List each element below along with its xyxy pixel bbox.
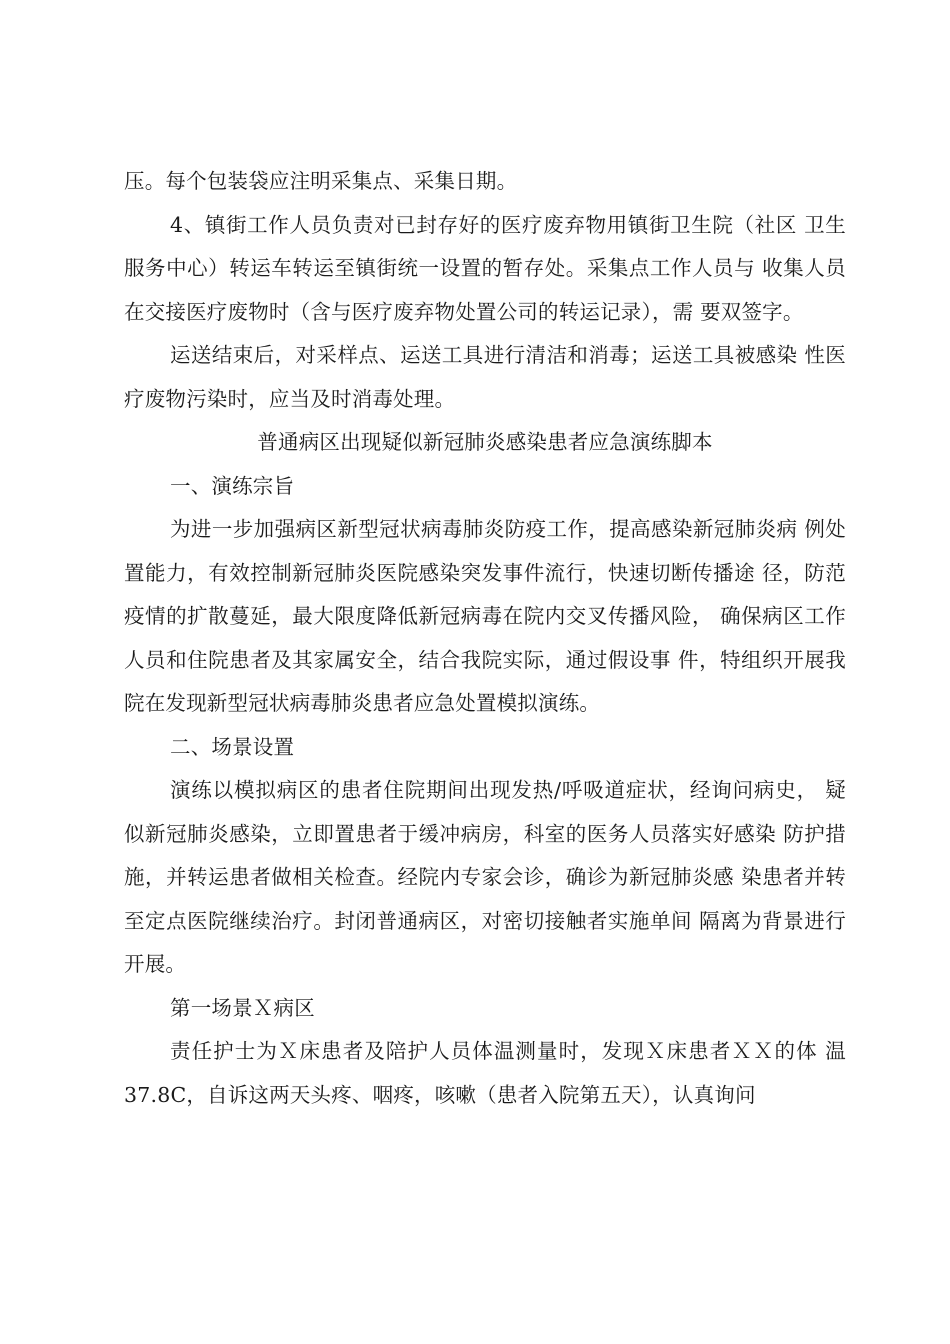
document-page bbox=[124, 160, 846, 1117]
scene-1-heading: 第一场景Ｘ病区 bbox=[170, 995, 315, 1020]
section-2-heading: 二、场景设置 bbox=[170, 734, 295, 759]
section-1-heading: 一、演练宗旨 bbox=[170, 473, 295, 498]
paragraph-transport-disinfection: 运送结束后，对采样点、运送工具进行清洁和消毒；运送工具被感染 性医疗废物污染时，应当及时消毒处理。 bbox=[124, 343, 846, 411]
scene-1-body: 责任护士为Ｘ床患者及陪护人员体温测量时，发现Ｘ床患者ＸＸ的体 温37.8C，自诉这两天头疼、咽疼，咳嗽（患者入院第五天），认真询问 bbox=[124, 1039, 846, 1107]
paragraph-item-4: 4、镇街工作人员负责对已封存好的医疗废弃物用镇街卫生院（社区 卫生服务中心）转运车转运至镇街统一设置的暂存处。采集点工作人员与 收集人员在交接医疗废物时（含与医疗废弃物处置公司的转运记录），需 要双签字。 bbox=[124, 212, 846, 324]
section-1-body: 为进一步加强病区新型冠状病毒肺炎防疫工作，提高感染新冠肺炎病 例处置能力，有效控制新冠肺炎医院感染突发事件流行，快速切断传播途 径，防范疫情的扩散蔓延，最大限度降低新冠病毒在院内交叉传播风险， 确保病区工作人员和住院患者及其家属安全，结合我院实际，通过假设事 件，特组织开展我院在发现新型冠状病毒肺炎患者应急处置模拟演练。 bbox=[124, 517, 846, 715]
document-title: 普通病区出现疑似新冠肺炎感染患者应急演练脚本 bbox=[257, 430, 713, 454]
section-2-body: 演练以模拟病区的患者住院期间出现发热/呼吸道症状，经询问病史， 疑似新冠肺炎感染，立即置患者于缓冲病房，科室的医务人员落实好感染 防护措施，并转运患者做相关检查。经院内专家会诊，确诊为新冠肺炎感 染患者并转至定点医院继续治疗。封闭普通病区，对密切接触者实施单间 隔离为背景进行开展。 bbox=[124, 778, 846, 976]
paragraph-continued: 压。每个包装袋应注明采集点、采集日期。 bbox=[124, 169, 518, 193]
